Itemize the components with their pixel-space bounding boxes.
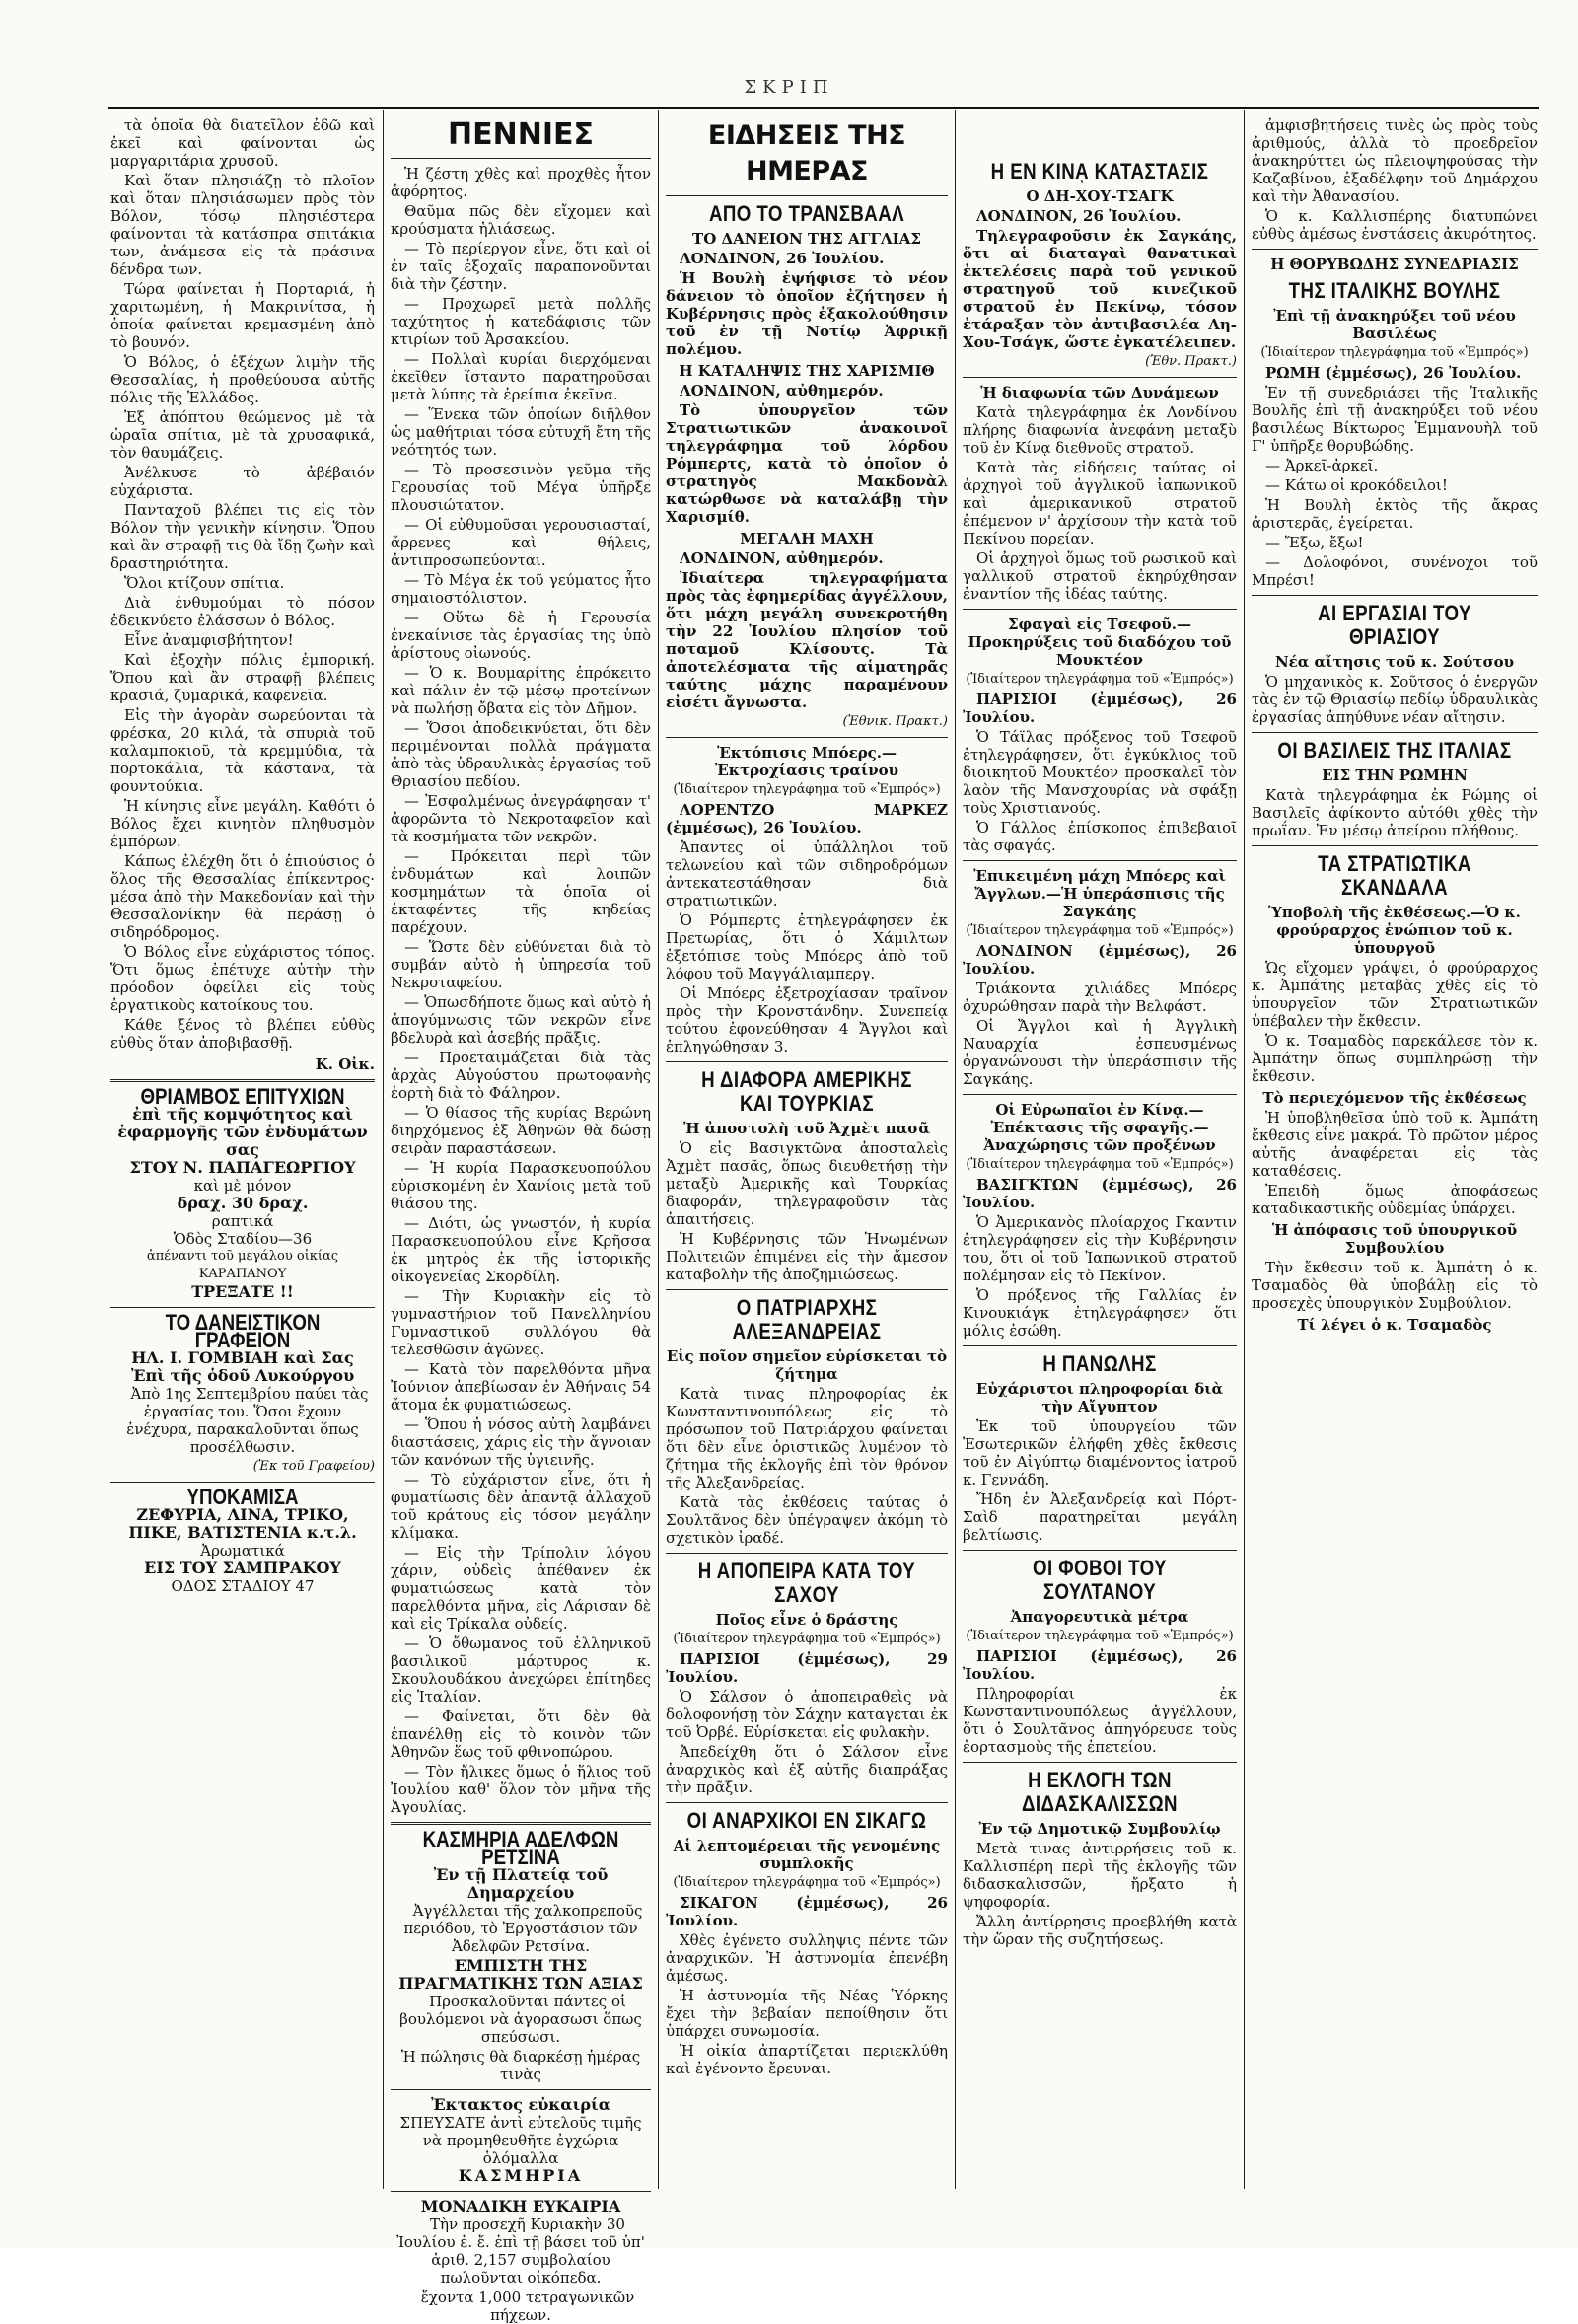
article-paragraph: — Ὁ ὄθωμανος τοῦ ἑλληνικοῦ βασιλικοῦ μάρτυρος κ. Σκουλουδάκου ἀνεχώρει ἐπίτηδες εἰς Ἰταλίαν. [391, 1634, 651, 1706]
ad-title: ΚΑΣΜΗΡΙΑ ΑΔΕΛΦΩΝ ΡΕΤΣΙΝΑ [422, 1827, 619, 1869]
section-subtitle: Σφαγαὶ εἰς Τσεφοῦ.—Προκηρύξεις τοῦ διαδόχου τοῦ Μουκτέον [968, 616, 1232, 669]
section-subtitle: ΜΕΓΑΛΗ ΜΑΧΗ [740, 530, 874, 547]
column-2 [391, 116, 651, 2324]
ad-line: ΕΙΣ ΤΟΥ ΣΑΜΠΡΑΚΟΥ [144, 1559, 341, 1577]
ad-title: Ἐκτακτος εὐκαιρία [430, 2095, 611, 2114]
article-paragraph: ἀμφισβητήσεις τινὲς ὡς πρὸς τοὺς ἀριθμούς, ἀλλὰ τὸ προεδρεῖον ἀνακηρύττει ὡς πλειοψηφούσας τὴν Καζαβίνου, ἐξαδέλφην τοῦ Δημάρχου καὶ τὴν Ἀθανασίου. [1252, 116, 1538, 205]
article-paragraph: Ὁ Τάϊλας πρόξενος τοῦ Τσεφοῦ ἐτηλεγράφησεν, ὅτι ἐγκύκλιος τοῦ διοικητοῦ Μουκτέον προσκαλεῖ τὸν λαὸν τῆς Μανσχουρίας νὰ σφάξῃ τοὺς Χριστιανούς. [963, 728, 1237, 817]
dateline: ΛΟΡΕΝΤΖΟ ΜΑΡΚΕΖ (ἐμμέσως), 26 Ἰουλίου. [666, 801, 948, 836]
article-paragraph: Ὁ Βόλος, ὁ ἐξέχων λιμὴν τῆς Θεσσαλίας, ἡ προθεύουσα αὐτῆς πόλις τῆς Ἑλλάδος. [110, 353, 375, 406]
section-subtitle: Ἡ ἀποστολὴ τοῦ Ἀχμὲτ πασᾶ [683, 1120, 930, 1137]
dateline: ΛΟΝΔΙΝΟΝ (ἐμμέσως), 26 Ἰουλίου. [963, 942, 1237, 978]
ad-line: ΕΜΠΙΣΤΗ ΤΗΣ ΠΡΑΓΜΑΤΙΚΗΣ ΤΩΝ ΑΞΙΑΣ [398, 1956, 643, 1993]
article-paragraph: — Ὥστε δὲν εὐθύνεται διὰ τὸ συμβάν αὐτὸ ἡ ὑπηρεσία τοῦ Νεκροταφείου. [391, 938, 651, 991]
dateline: ΠΑΡΙΣΙΟΙ (ἐμμέσως), 29 Ἰουλίου. [666, 1650, 948, 1686]
article-paragraph: Ὅλοι κτίζουν σπίτια. [124, 574, 285, 592]
article-paragraph: — Πρόκειται περὶ τῶν ἐνδυμάτων καὶ λοιπῶν κοσμημάτων τὰ ὁποῖα οἱ ἐκταφέντες τῆς κηδείας παρέχουν. [391, 847, 651, 936]
article-paragraph: — Ἔξω, ἔξω! [1265, 534, 1364, 551]
section-title: Η ΔΙΑΦΟΡΑ ΑΜΕΡΙΚΗΣ ΚΑΙ ΤΟΥΡΚΙΑΣ [701, 1067, 912, 1116]
ad-line: Ἐπὶ τῆς ὁδοῦ Λυκούργου [130, 1366, 355, 1385]
article-paragraph: Ἀπαντες οἱ ὑπάλληλοι τοῦ τελωνείου καὶ τῶν σιδηροδρόμων ἀντεκατεστάθησαν διὰ στρατιωτικῶν. [666, 838, 948, 909]
section-subtitle: Ἡ διαφωνία τῶν Δυνάμεων [980, 384, 1219, 401]
ad-line: ΤΡΕΞΑΤΕ !! [191, 1282, 294, 1301]
advertisement [391, 2198, 651, 2324]
dateline: ΒΑΣΙΓΚΤΩΝ (ἐμμέσως), 26 Ἰουλίου. [963, 1176, 1237, 1211]
agency-note: (Ἰδιαίτερον τηλεγράφημα τοῦ «Ἐμπρός») [966, 672, 1234, 687]
article-paragraph: Ἐπειδὴ ὅμως ἀποφάσεως καταδικαστικῆς οὐδεμίας ὑπάρχει. [1252, 1182, 1538, 1217]
article-paragraph: Ἡ οἰκία ἀπαρτίζεται περιεκλύθη καὶ ἐγένοντο ἔρευναι. [666, 2042, 948, 2077]
article-paragraph: Ἄλλη ἀντίρρησις προεβλήθη κατὰ τὴν ὥραν τῆς συζητήσεως. [963, 1913, 1237, 1948]
divider [963, 609, 1237, 610]
article-paragraph: Χθὲς ἐγένετο συλληψις πέντε τῶν ἀναρχικῶν. Ἡ ἀστυνομία ἐπενέβη ἀμέσως. [666, 1931, 948, 1985]
divider [666, 195, 948, 196]
dateline: ΠΑΡΙΣΙΟΙ (ἐμμέσως), 26 Ἰουλίου. [963, 1647, 1237, 1683]
article-paragraph: Τριάκοντα χιλιάδες Μπόερς ὀχυρώθησαν παρὰ τὴν Βελφάστ. [963, 980, 1237, 1015]
article-paragraph: — Πολλαὶ κυρίαι διερχόμεναι ἐκεῖθεν ἵσταντο παρατηροῦσαι μετὰ λύπης τὰ ἐρείπια ἐκεῖνα. [391, 350, 651, 403]
section-title: ΟΙ ΒΑΣΙΛΕΙΣ ΤΗΣ ΙΤΑΛΙΑΣ [1277, 738, 1512, 763]
section-subtitle: Τί λέγει ὁ κ. Τσαμαδὸς [1297, 1316, 1492, 1334]
article-paragraph: — Τὴν Κυριακὴν εἰς τὸ γυμναστήριον τοῦ Πανελληνίου Γυμναστικοῦ συλλόγου θὰ τελεσθῶσιν ἀγῶνες. [391, 1287, 651, 1358]
ad-title: ΥΠΟΚΑΜΙΣΑ [186, 1485, 299, 1509]
article-paragraph: Ἡ Βουλὴ ἐψήφισε τὸ νέον δάνειον τὸ ὁποῖον ἐζήτησεν ἡ Κυβέρνησις πρὸς ἐξακολούθησιν τοῦ ἐν τῇ Νοτίῳ Ἀφρικῇ πολέμου. [666, 269, 948, 358]
section-subtitle: Ἀπαγορευτικὰ μέτρα [1010, 1608, 1189, 1626]
article-paragraph: Κατὰ τὰς εἰδήσεις ταύτας οἱ ἀρχηγοὶ τοῦ ἀγγλικοῦ ἰαπωνικοῦ καὶ ἀμερικανικοῦ στρατοῦ ἐπέμενον ν' ἀρχίσουν τὴν κατὰ τοῦ Πεκίνου πορείαν. [963, 459, 1237, 547]
divider [391, 158, 651, 159]
agency-note: (Ἰδιαίτερον τηλεγράφημα τοῦ «Ἐμπρός») [1260, 345, 1529, 360]
article-paragraph: — Προεταιμάζεται διὰ τὰς ἀρχὰς Αὐγούστου πρωτοφανὴς ἑορτὴ διὰ τὸ Φάληρον. [391, 1049, 651, 1102]
article-paragraph: Κάπως ἐλέχθη ὅτι ὁ ἐπιούσιος ὁ ὅλος τῆς Θεσσαλίας ἐπίκεντρος· μέσα ἀπὸ τὴν Μακεδονίαν καὶ τὴν Θεσσαλονίκην θὰ περάσῃ ὁ σιδηρόδρομος. [110, 852, 375, 941]
divider [110, 1482, 375, 1483]
dateline: ΣΙΚΑΓΟΝ (ἐμμέσως), 26 Ἰουλίου. [666, 1894, 948, 1929]
column-1 [110, 116, 375, 2199]
article-signature: Κ. Οἰκ. [315, 1055, 375, 1073]
article-paragraph: Μετὰ τινας ἀντιρρήσεις τοῦ κ. Καλλισπέρη περὶ τῆς ἐκλογῆς τῶν διδασκαλισσῶν, ἤρξατο ἡ ψηφοφορία. [963, 1840, 1237, 1911]
ad-line: Ἀπὸ 1ης Σεπτεμβρίου παύει τὰς ἐργασίας του. Ὅσοι ἔχουν ἐνέχυρα, παρακαλοῦνται ὅπως προσέλθωσιν. [126, 1385, 369, 1456]
divider [666, 1802, 948, 1803]
article-paragraph: Καὶ ὅταν πλησιάζῃ τὸ πλοῖον καὶ ὅταν πλησιάσωμεν πρὸς τὸν Βόλον, τόσῳ πλησιέστερα φαίνονται τὰ κατάσπρα σπιτάκια των, ἀνάμεσα εἰς τὰ πράσινα δένδρα των. [110, 172, 375, 278]
article-paragraph: — Ἀρκεῖ-ἀρκεῖ. [1265, 457, 1379, 474]
ad-line: Τὴν προσεχῆ Κυριακὴν 30 Ἰουλίου ἐ. ἔ. ἐπὶ τῇ βάσει τοῦ ὑπ' ἀριθ. 2,157 συμβολαίου πωλοῦνται οἰκόπεδα. [396, 2215, 645, 2287]
section-title: Η ΘΟΡΥΒΩΔΗΣ ΣΥΝΕΔΡΙΑΣΙΣ [1270, 255, 1519, 273]
column-divider [1244, 110, 1245, 2189]
advertisement [110, 1084, 375, 1301]
column-5 [1252, 116, 1538, 2199]
article-paragraph: Ἀνέλκυσε τὸ ἀβέβαιόν εὐχάριστα. [110, 464, 375, 499]
divider [391, 2191, 651, 2192]
ad-line: Ἡ πώλησις θὰ διαρκέσῃ ἡμέρας τινὰς [400, 2048, 641, 2083]
section-subtitle: Ἐπικειμένη μάχη Μπόερς καὶ Ἄγγλων.—Ἡ ὑπεράσπισις τῆς Σαγκάης [973, 867, 1226, 920]
divider [1252, 595, 1538, 596]
article-paragraph: — Δολοφόνοι, συνένοχοι τοῦ Μπρέσι! [1252, 553, 1538, 589]
ad-title: ΜΟΝΑΔΙΚΗ ΕΥΚΑΙΡΙΑ [420, 2197, 621, 2215]
article-paragraph: Πληροφορίαι ἐκ Κωνσταντινουπόλεως ἀγγέλλουν, ὅτι ὁ Σουλτᾶνος ἀπηγόρευσε τοὺς ἑορτασμοὺς τῆς ἐπετείου. [963, 1685, 1237, 1756]
dateline: ΠΑΡΙΣΙΟΙ (ἐμμέσως), 26 Ἰουλίου. [963, 690, 1237, 726]
section-subtitle: Ἐν τῷ Δημοτικῷ Συμβουλίῳ [978, 1820, 1221, 1838]
source-note: (Ἐθν. Πρακτ.) [1145, 354, 1237, 369]
article-paragraph: — Κατὰ τὸν παρελθόντα μῆνα Ἰούνιον ἀπεβίωσαν ἐν Ἀθήναις 54 ἄτομα ἐκ φυματιώσεως. [391, 1360, 651, 1414]
divider [1252, 845, 1538, 846]
article-paragraph: — Διότι, ὡς γνωστόν, ἡ κυρία Παρασκευοπούλου εἶνε Κρῆσσα ἐκ μητρὸς ἐκ τῆς ἱστορικῆς οἰκογενείας Σκορδίλη. [391, 1214, 651, 1285]
section-subtitle: Αἱ λεπτομέρειαι τῆς γενομένης συμπλοκῆς [673, 1837, 941, 1872]
article-paragraph: Θαῦμα πῶς δὲν εἴχομεν καὶ κρούσματα ἡλιάσεως. [391, 202, 651, 238]
dateline: ΡΩΜΗ (ἐμμέσως), 26 Ἰουλίου. [1265, 364, 1522, 382]
divider [963, 1345, 1237, 1346]
source-note: (Ἐθνικ. Πρακτ.) [842, 714, 948, 729]
ad-line: ΟΔΟΣ ΣΤΑΔΙΟΥ 47 [171, 1577, 315, 1595]
section-title: ΑΠΟ ΤΟ ΤΡΑΝΣΒΑΑΛ [708, 201, 905, 226]
ad-line: Προσκαλοῦνται πάντες οἱ βουλόμενοι νὰ ἀγορασωσι ὅπως σπεύσωσι. [399, 1993, 642, 2046]
article-paragraph: Πανταχοῦ βλέπει τις εἰς τὸν Βόλον τὴν γενικὴν κίνησιν. Ὅπου καὶ ἂν στραφῇ τις θὰ ἴδῃ ζωὴν καὶ δραστηριότητα. [110, 501, 375, 572]
article-paragraph: — Τὸ περίεργον εἶνε, ὅτι καὶ οἱ ἐν ταῖς ἐξοχαῖς παραπονοῦνται διὰ τὴν ζέστην. [391, 240, 651, 293]
divider [963, 860, 1237, 861]
article-paragraph: Τηλεγραφοῦσιν ἐκ Σαγκάης, ὅτι αἱ διαταγαὶ θανατικαὶ ἐκτελέσεις παρὰ τοῦ γενικοῦ στρατηγοῦ τοῦ κινεζικοῦ στρατοῦ ἐν Πεκίνῳ, τόσον ἐτάραξαν τὸν ἀντιβασιλέα Λη-Χου-Τσάγκ, ὥστε ἐγκατέλειπεν. [963, 227, 1237, 351]
article-paragraph: Εἶνε ἀναμφισβήτητον! [124, 631, 294, 649]
article-paragraph: Οἱ ἀρχηγοὶ ὅμως τοῦ ρωσικοῦ καὶ γαλλικοῦ στρατοῦ ἐκηρύχθησαν ἐναντίον τῆς ἰδέας ταύτης. [963, 549, 1237, 603]
column-divider [383, 110, 384, 2189]
section-title: ΤΗΣ ΙΤΑΛΙΚΗΣ ΒΟΥΛΗΣ [1288, 278, 1501, 303]
section-title: ΤΑ ΣΤΡΑΤΙΩΤΙΚΑ ΣΚΑΝΔΑΛΑ [1318, 851, 1471, 900]
article-paragraph: Τὸ ὑπουργεῖον τῶν Στρατιωτικῶν ἀνακοινοῖ τηλεγράφημα τοῦ λόρδου Ρόμπερτς, κατὰ τὸ ὁποῖον ὁ στρατηγὸς Μακδονὰλ κατώρθωσε νὰ καταλάβῃ τὴν Χαρισμίθ. [666, 401, 948, 526]
advertisement [391, 1827, 651, 2083]
divider [666, 1289, 948, 1290]
article-paragraph: — Οὕτω δὲ ἡ Γερουσία ἐνεκαίνισε τὰς ἐργασίας της ὑπὸ ἀρίστους οἰωνούς. [391, 609, 651, 662]
ad-line: ἐπὶ τῆς κομψότητος καὶ ἐφαρμογῆς τῶν ἐνδυμάτων σας [117, 1105, 368, 1159]
divider [110, 1079, 375, 1082]
ad-line: ραπτικά [211, 1212, 274, 1230]
divider [666, 1061, 948, 1062]
dateline: ΛΟΝΔΙΝΟΝ, 26 Ἰουλίου. [680, 250, 885, 267]
article-paragraph: Ἡ ὑποβληθεῖσα ὑπὸ τοῦ κ. Ἀμπάτη ἔκθεσις εἶνε μακρά. Τὸ πρῶτον μέρος αὐτῆς ἀναφέρεται εἰς τὰς καταθέσεις. [1252, 1109, 1538, 1180]
advertisement [391, 2096, 651, 2185]
section-subtitle: Η ΚΑΤΑΛΗΨΙΣ ΤΗΣ ΧΑΡΙΣΜΙΘ [679, 362, 935, 380]
ad-price: δραχ. 30 δραχ. [177, 1194, 309, 1212]
article-paragraph: Ἡ κίνησις εἶνε μεγάλη. Καθότι ὁ Βόλος ἔχει κινητὸν πληθυσμὸν ἐμπόρων. [110, 797, 375, 850]
article-paragraph: Κάθε ξένος τὸ βλέπει εὐθὺς εὐθὺς ὅταν ἀποβιβασθῇ. [110, 1016, 375, 1052]
article-paragraph: Ὁ μηχανικὸς κ. Σοῦτσος ὁ ἐνεργῶν τὰς ἐν τῷ Θριασίῳ πεδίῳ ὑδραυλικὰς ἐργασίας ἀπηύθυνε νέαν αἴτησιν. [1252, 673, 1538, 726]
ad-line: καὶ μὲ μόνον [193, 1177, 292, 1195]
section-title: ΟΙ ΦΟΒΟΙ ΤΟΥ ΣΟΥΛΤΑΝΟΥ [1033, 1556, 1167, 1604]
section-subtitle: ΕΙΣ ΤΗΝ ΡΩΜΗΝ [1322, 766, 1468, 784]
article-paragraph: Ὁ πρόξενος τῆς Γαλλίας ἐν Κινουκιάγκ ἐτηλεγράφησεν ὅτι μόλις ἐσώθη. [963, 1286, 1237, 1340]
section-subtitle: Ἐπὶ τῇ ἀνακηρύξει τοῦ νέου Βασιλέως [1273, 307, 1516, 342]
article-paragraph: — Τὸ Μέγα ἐκ τοῦ γεύματος ἦτο σημαιοστόλιστον. [391, 571, 651, 607]
article-paragraph: Ὁ κ. Καλλισπέρης διατυπώνει εὐθὺς ἀμέσως ἐνστάσεις ἀκυρότητος. [1252, 207, 1538, 243]
divider [110, 1307, 375, 1308]
column-4 [963, 116, 1237, 2199]
section-subtitle: Τὸ περιεχόμενον τῆς ἐκθέσεως [1262, 1089, 1527, 1107]
article-paragraph: — Ὁ θίασος τῆς κυρίας Βερώνη διηρχόμενος ἐξ Ἀθηνῶν θὰ δώσῃ σειρὰν παραστάσεων. [391, 1104, 651, 1157]
column-divider [955, 110, 956, 2189]
ad-line: Ἀγγέλλεται τῆς χαλκοπρεποῦς περιόδου, τὸ Ἐργοστάσιον τῶν Ἀδελφῶν Ρετσίνα. [403, 1902, 643, 1955]
article-paragraph: — Ὁπωσδήποτε ὅμως καὶ αὐτὸ ἡ ἀπογύμνωσις τῶν νεκρῶν εἶνε βδελυρὰ καὶ ἀσεβής πρᾶξις. [391, 993, 651, 1047]
divider [391, 2089, 651, 2090]
ad-line: ἔχοντα 1,000 τετραγωνικῶν πήχεων. [420, 2288, 635, 2324]
article-paragraph: Ἡ ἀστυνομία τῆς Νέας Ὑόρκης ἔχει τὴν βεβαίαν πεποίθησιν ὅτι ὑπάρχει συνωμοσία. [666, 1987, 948, 2040]
top-rule [108, 107, 1539, 109]
article-paragraph: — Τὸ εὐχάριστον εἶνε, ὅτι ἡ φυματίωσις δὲν ἀπαντᾷ ἀλλαχοῦ τοῦ κράτους εἰς τόσον μεγάλην κλίμακα. [391, 1471, 651, 1542]
column-3 [666, 116, 948, 2199]
divider [666, 1553, 948, 1554]
article-paragraph: — Ὅσοι ἀποδεικνύεται, ὅτι δὲν περιμένονται πολλὰ πράγματα ἀπὸ τὰς ὑδραυλικὰς ἐργασίας τοῦ Θριασίου πεδίου. [391, 719, 651, 790]
ad-line: ἀπέναντι τοῦ μεγάλου οἰκίας ΚΑΡΑΠΑΝΟΥ [146, 1249, 339, 1281]
article-paragraph: Κατὰ τὰς ἐκθέσεις ταύτας ὁ Σουλτᾶνος δὲν ὑπέγραψεν ἀκόμη τὸ σχετικὸν ἰραδέ. [666, 1493, 948, 1547]
article-paragraph: Τώρα φαίνεται ἡ Πορταριά, ἡ χαριτωμένη, ἡ Μακρινίτσα, ἡ ὁποία φαίνεται κρεμασμένη ἀπὸ τὸ βουνόν. [110, 280, 375, 351]
agency-note: (Ἰδιαίτερον τηλεγράφημα τοῦ «Ἐμπρός») [966, 1157, 1234, 1172]
article-paragraph: Ὁ Βόλος εἶνε εὐχάριστος τόπος. Ὅτι ὅμως ἐπέτυχε αὐτὴν τὴν πρόοδον ὀφείλει εἰς τοὺς ἐργατικοὺς κατοίκους του. [110, 943, 375, 1014]
article-paragraph: Ὁ Ἀμερικανὸς πλοίαρχος Γκαντιν ἐτηλεγράφησεν εἰς τὴν Κυβέρνησιν του, ὅτι οἱ τοῦ Ἰαπωνικοῦ στρατοῦ πολέμησαν εἰς τὸ Πεκίνον. [963, 1213, 1237, 1284]
article-paragraph: Ἀπεδείχθη ὅτι ὁ Σάλσον εἶνε ἀναρχικὸς καὶ ἐξ αὐτῆς διαπράξας τὴν πρᾶξιν. [666, 1743, 948, 1796]
section-subtitle: Ἐκτόπισις Μπόερς.—Ἐκτροχίασις τραίνου [714, 744, 899, 779]
section-title: Η ΕΚΛΟΓΗ ΤΩΝ ΔΙΔΑΣΚΑΛΙΣΣΩΝ [1022, 1768, 1178, 1816]
ad-line: ΣΤΟΥ Ν. ΠΑΠΑΓΕΩΡΓΙΟΥ [129, 1158, 356, 1177]
section-subtitle: ΤΟ ΔΑΝΕΙΟΝ ΤΗΣ ΑΓΓΛΙΑΣ [692, 230, 921, 248]
news-banner: ΕΙΔΗΣΕΙΣ ΤΗΣ ΗΜΕΡΑΣ [707, 120, 906, 186]
ad-line: Ὁδὸς Σταδίου—36 [173, 1230, 313, 1248]
section-title: Η ΕΝ ΚΙΝᾼ ΚΑΤΑΣΤΑΣΙΣ [990, 159, 1209, 183]
article-paragraph: Τὴν ἔκθεσιν τοῦ κ. Ἀμπάτη ὁ κ. Τσαμαδὸς θὰ ὑποβάλῃ εἰς τὸ προσεχὲς ὑπουργικὸν Συμβούλιον. [1252, 1259, 1538, 1312]
article-paragraph: Ἡ Βουλὴ ἐκτὸς τῆς ἄκρας ἀριστερᾶς, ἐγείρεται. [1252, 496, 1538, 532]
article-paragraph: Ὁ κ. Τσαμαδὸς παρεκάλεσε τὸν κ. Ἀμπάτην ὅπως συμπληρώσῃ τὴν ἔκθεσιν. [1252, 1032, 1538, 1085]
divider [391, 1822, 651, 1825]
article-paragraph: Ἡ ζέστη χθὲς καὶ προχθὲς ἦτον ἀφόρητος. [391, 165, 651, 200]
article-paragraph: Οἱ Μπόερς ἐξετροχίασαν τραῖνον πρὸς τὴν Κρονστάνδην. Συνεπείᾳ τούτου ἐφονεύθησαν 4 Ἄγγλοι καὶ ἐπληγώθησαν 3. [666, 984, 948, 1055]
ad-line: Ἐν τῇ Πλατείᾳ τοῦ Δημαρχείου [433, 1865, 609, 1902]
article-paragraph: Ὁ εἰς Βασιγκτῶνα ἀποσταλεὶς Ἀχμὲτ πασᾶς, ὅπως διευθετήσῃ τὴν μεταξὺ Ἀμερικῆς καὶ Τουρκίας διαφοράν, τηλεγραφοῦσιν τὰς ἀπαιτήσεις. [666, 1139, 948, 1228]
article-paragraph: Ὁ Σάλσον ὁ ἀποπειραθεὶς νὰ δολοφονήσῃ τὸν Σάχην καταγεται ἐκ τοῦ Ὀρβέ. Εὑρίσκεται εἰς φυλακὴν. [666, 1688, 948, 1741]
ad-line: ΣΠΕΥΣΑΤΕ ἀντὶ εὐτελοῦς τιμῆς νὰ προμηθευθῆτε ἐγχώρια ὁλόμαλλα [399, 2114, 642, 2167]
article-paragraph: — Εἰς τὴν Τρίπολιν λόγου χάριν, οὐδεὶς ἀπέθανεν ἐκ φυματιώσεως κατὰ τὸν παρελθόντα μῆνα, εἰς Λάρισαν δὲ καὶ εἰς Τρίκαλα οὐδείς. [391, 1544, 651, 1633]
article-paragraph: — Οἱ εὐθυμοῦσαι γερουσιασταί, ἄρρενες καὶ θήλεις, ἀντιπροσωπεύονται. [391, 516, 651, 569]
section-title: ΟΙ ΑΝΑΡΧΙΚΟΙ ΕΝ ΣΙΚΑΓΩ [686, 1808, 927, 1833]
article-paragraph: Ἤδη ἐν Ἀλεξανδρείᾳ καὶ Πόρτ-Σαὶδ παρατηρεῖται μεγάλη βελτίωσις. [963, 1490, 1237, 1544]
advertisement [110, 1485, 375, 1595]
article-paragraph: Ὁ Γάλλος ἐπίσκοπος ἐπιβεβαιοῖ τὰς σφαγάς. [963, 819, 1237, 854]
article-paragraph: — Ἐσφαλμένως ἀνεγράφησαν τ' ἀφορῶντα τὸ Νεκροταφεῖον καὶ τὰ κοσμήματα τῶν νεκρῶν. [391, 792, 651, 845]
article-paragraph: — Κάτω οἱ κροκόδειλοι! [1265, 476, 1448, 494]
ad-line: ΖΕΦΥΡΙΑ, ΛΙΝΑ, ΤΡΙΚΟ, ΠΙΚΕ, ΒΑΤΙΣΤΕΝΙΑ κ.τ.λ. [128, 1505, 357, 1542]
advertisement [110, 1310, 375, 1476]
section-title: ΑΙ ΕΡΓΑΣΙΑΙ ΤΟΥ ΘΡΙΑΣΙΟΥ [1318, 601, 1471, 649]
article-paragraph: Ἐκ τοῦ ὑπουργείου τῶν Ἐσωτερικῶν ἐλήφθη χθὲς ἔκθεσις τοῦ ἐν Αἰγύπτῳ διαμένοντος ἰατροῦ κ. Γεννάδη. [963, 1417, 1237, 1489]
ad-note: (Ἐκ τοῦ Γραφείου) [252, 1459, 375, 1474]
article-paragraph: Κατὰ τηλεγράφημα ἐκ Ρώμης οἱ Βασιλεῖς ἀφίκοντο αὐτόθι χθὲς τὴν πρωΐαν. Ἐν μέσῳ ἀπείρου πλήθους. [1252, 786, 1538, 839]
article-paragraph: Κατὰ τηλεγράφημα ἐκ Λονδίνου πλήρης διαφωνία ἀνεφάνη μεταξὺ τοῦ ἐν Κίνᾳ διεθνοῦς στρατοῦ. [963, 403, 1237, 457]
ad-line: ΚΑΣΜΗΡΙΑ [458, 2166, 584, 2185]
article-paragraph: Κατὰ τινας πληροφορίας ἐκ Κωνσταντινουπόλεως εἰς τὸ πρόσωπον τοῦ Πατριάρχου φαίνεται ὅτι δὲν εἶνε ὁριστικῶς λυμένον τὸ ζήτημα τῆς ἐκλογῆς ἐπὶ τὸν θρόνον τῆς Ἀλεξανδρείας. [666, 1385, 948, 1491]
article-paragraph: Ὁ Ρόμπερτς ἐτηλεγράφησεν ἐκ Πρετωρίας, ὅτι ὁ Χάμιλτων ἐξετόπισε τοὺς Μπόερς ἀπὸ τοῦ λόφου τοῦ Μαγγάλιαμπεργ. [666, 911, 948, 982]
agency-note: (Ἰδιαίτερον τηλεγράφημα τοῦ «Ἐμπρός») [673, 1875, 941, 1890]
article-paragraph: Διὰ ἐνθυμούμαι τὸ πόσον ἐδεικνύετο ἐλάσσων ὁ Βόλος. [110, 594, 375, 629]
dateline: ΛΟΝΔΙΝΟΝ, αὐθημερόν. [680, 382, 884, 399]
article-paragraph: Οἱ Ἄγγλοι καὶ ἡ Ἀγγλικὴ Ναυαρχία ἐσπευσμένως ὀργανώνουσι τὴν ὑπεράσπισιν τῆς Σαγκάης. [963, 1017, 1237, 1088]
divider [666, 737, 948, 738]
section-subtitle: Εὐχάριστοι πληροφορίαι διὰ τὴν Αἴγυπτον [975, 1380, 1224, 1416]
article-paragraph: Ἰδιαίτερα τηλεγραφήματα πρὸς τὰς ἐφημερίδας ἀγγέλλουν, ὅτι μάχη μεγάλη συνεκροτήθη τὴν 22 Ἰουλίου πλησίον τοῦ ποταμοῦ Κλίσουτς. Τὰ ἀποτελέσματα τῆς αἱματηρᾶς ταύτης μάχης παραμένουν εἰσέτι ἄγνωστα. [666, 569, 948, 711]
article-paragraph: — Τὸ προσεσινὸν γεῦμα τῆς Γερουσίας τοῦ Μέγα ὑπῆρξε πλουσιώτατον. [391, 461, 651, 514]
article-paragraph: — Τὸν ἤλικες ὅμως ὁ ἥλιος τοῦ Ἰουλίου καθ' ὅλον τὸν μῆνα τῆς Ἀγουλίας. [391, 1763, 651, 1816]
section-title: Η ΑΠΟΠΕΙΡΑ ΚΑΤΑ ΤΟΥ ΣΑΧΟΥ [697, 1559, 916, 1607]
article-paragraph: — Φαίνεται, ὅτι δὲν θὰ ἐπανέλθῃ εἰς τὸ κοινὸν τῶν Ἀθηνῶν ἕως τοῦ φθινοπώρου. [391, 1707, 651, 1761]
section-subtitle: Οἱ Εὐρωπαῖοι ἐν Κίνᾳ.—Ἐπέκτασις τῆς σφαγῆς.—Ἀναχώρησις τῶν προξένων [983, 1101, 1216, 1154]
article-paragraph: — Ὁ κ. Βουμαρίτης ἐπρόκειτο καὶ πάλιν ἐν τῷ μέσῳ προτείνων νὰ πωλήσῃ ὄβατα εἰς τὸν Δῆμον. [391, 664, 651, 717]
masthead: ΣΚΡΙΠ [744, 77, 834, 98]
article-paragraph: Καὶ ἐξοχὴν πόλις ἐμπορική. Ὅπου καὶ ἂν στραφῇ βλέπεις κρασιά, ζυμαρικά, καφενεῖα. [110, 651, 375, 704]
agency-note: (Ἰδιαίτερον τηλεγράφημα τοῦ «Ἐμπρός») [673, 782, 941, 797]
divider [1252, 732, 1538, 733]
article-paragraph: Ἡ Κυβέρνησις τῶν Ἡνωμένων Πολιτειῶν ἐπιμένει εἰς τὴν ἄμεσον καταβολὴν τῆς ἀποζημιώσεως. [666, 1230, 948, 1283]
section-subtitle: Ο ΔΗ-ΧΟΥ-ΤΣΑΓΚ [1026, 187, 1174, 205]
article-paragraph: — Ὅπου ἡ νόσος αὐτὴ λαμβάνει διαστάσεις, χάρις εἰς τὴν ἄγνοιαν τῶν κανόνων τῆς ὑγιεινῆς. [391, 1416, 651, 1469]
divider [963, 1762, 1237, 1763]
divider [963, 1094, 1237, 1095]
agency-note: (Ἰδιαίτερον τηλεγράφημα τοῦ «Ἐμπρός») [673, 1632, 941, 1646]
section-title: Η ΠΑΝΩΛΗΣ [1042, 1351, 1157, 1376]
section-subtitle: Εἰς ποῖον σημεῖον εὑρίσκεται τὸ ζήτημα [666, 1347, 948, 1383]
article-paragraph: Ἐξ ἀπόπτου θεώμενος μὲ τὰ ὡραῖα σπίτια, μὲ τὰ χρυσαφικά, τὸν θαυμάζεις. [110, 408, 375, 462]
article-paragraph: Ὡς εἴχομεν γράψει, ὁ φρούραρχος κ. Ἀμπάτης μεταβὰς χθὲς εἰς τὸ ὑπουργεῖον τῶν Στρατιωτικῶν ὑπέβαλεν τὴν ἔκθεσιν. [1252, 959, 1538, 1030]
section-title: ΠΕΝΝΙΕΣ [448, 117, 594, 152]
dateline: ΛΟΝΔΙΝΟΝ, αὐθημερόν. [680, 549, 884, 567]
dateline: ΛΟΝΔΙΝΟΝ, 26 Ἰουλίου. [976, 207, 1182, 225]
divider [1252, 249, 1538, 250]
divider [963, 1550, 1237, 1551]
article-paragraph: — Ἡ κυρία Παρασκευοπούλου εὑρισκομένη ἐν Χανίοις μετὰ τοῦ θιάσου της. [391, 1159, 651, 1212]
section-subtitle: Ἡ ἀπόφασις τοῦ ὑπουργικοῦ Συμβουλίου [1271, 1221, 1518, 1257]
section-title: Ο ΠΑΤΡΙΑΡΧΗΣ ΑΛΕΞΑΝΔΡΕΙΑΣ [732, 1295, 882, 1344]
divider [963, 377, 1237, 378]
agency-note: (Ἰδιαίτερον τηλεγράφημα τοῦ «Ἐμπρός») [966, 1629, 1234, 1643]
section-subtitle: Ὑποβολὴ τῆς ἐκθέσεως.—Ὁ κ. φρούραρχος ἐνώπιον τοῦ κ. ὑπουργοῦ [1268, 904, 1521, 957]
ad-title: ΘΡΙΑΜΒΟΣ ΕΠΙΤΥΧΙΩΝ [140, 1084, 345, 1109]
ad-title: ΤΟ ΔΑΝΕΙΣΤΙΚΟΝ ΓΡΑΦΕΙΟΝ [165, 1310, 321, 1352]
article-paragraph: Εἰς τὴν ἀγορὰν σωρεύονται τὰ φρέσκα, 20 κιλά, τὰ σπυριὰ τοῦ καλαμποκιοῦ, τὰ κρεμμύδια, τὰ πορτοκάλια, τὰ κάστανα, τὰ φουντούκια. [110, 706, 375, 795]
section-subtitle: Νέα αἴτησις τοῦ κ. Σούτσου [1274, 653, 1515, 671]
article-paragraph: — Προχωρεῖ μετὰ πολλῆς ταχύτητος ἡ κατεδάφισις τῶν κτιρίων τοῦ Ἀρσακείου. [391, 295, 651, 348]
article-paragraph: Ἐν τῇ συνεδριάσει τῆς Ἰταλικῆς Βουλῆς ἐπὶ τῇ ἀνακηρύξει τοῦ νέου βασιλέως Βίκτωρος Ἐμμανουὴλ τοῦ Γ' ὑπῆρξε θορυβώδης. [1252, 384, 1538, 455]
ad-line: Ἀρωματικά [200, 1542, 285, 1560]
agency-note: (Ἰδιαίτερον τηλεγράφημα τοῦ «Ἐμπρός») [966, 923, 1234, 938]
ad-line: ΗΛ. Ι. ΓΟΜΒΙΑΗ καὶ Σας [131, 1348, 354, 1367]
section-subtitle: Ποῖος εἶνε ὁ δράστης [715, 1611, 898, 1629]
column-divider [658, 110, 659, 2189]
article-paragraph: — Ἕνεκα τῶν ὁποίων διῆλθον ὡς μαθήτριαι τόσα εὐτυχῆ ἔτη τῆς νεότητός των. [391, 405, 651, 459]
article-paragraph: τὰ ὁποῖα θὰ διατεῖλον ἐδῶ καὶ ἐκεῖ καὶ φαίνονται ὡς μαργαριτάρια χρυσοῦ. [110, 116, 375, 170]
